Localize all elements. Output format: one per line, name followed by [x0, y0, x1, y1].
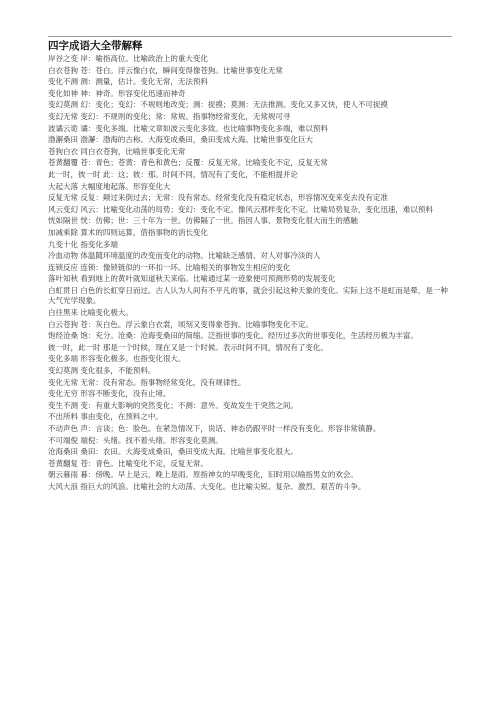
idiom-list: [48, 54, 452, 493]
idiom-entry: 白虹贯日 白色的长虹穿日而过。古人认为人间有不平凡的事，就会引起这种天象的变化。实际上这不是虹而是晕，是一种大气光学现象。: [48, 285, 448, 306]
idiom-entry: 此一时，彼一时 此：这；彼：那。时间不同，情况有了变化，不能相提并论: [48, 169, 298, 179]
idiom-entry: 不出所料 事由变化，在预料之中。: [48, 412, 163, 422]
idiom-entry: 大风大浪 指巨大的风浪。比喻社会的大动荡、大变化。也比喻尖锐、复杂、激烈、艰苦的斗争。: [48, 481, 366, 491]
idiom-entry: 变生不测 变：有重大影响的突然变化；不测：意外。变故发生于突然之间。: [48, 400, 298, 410]
idiom-entry: 苍黄翻复 苍：青色。比喻变化不定，反复无常。: [48, 458, 208, 468]
idiom-entry: 白往黑来 比喻变化极大。: [48, 308, 133, 318]
document-title: 四字成语大全带解释: [48, 40, 143, 52]
idiom-entry: 苍黄翻覆 苍：青色；苍黄：青色和黄色；反覆：反复无常。比喻变化不定，反复无常: [48, 158, 328, 168]
document-page: [48, 36, 452, 494]
idiom-entry: 风云变幻 风云：比喻变化动荡的局势；变幻：变化不定。像风云那样变化不定。比喻局势复杂，变化迅速，难以预料: [48, 204, 433, 214]
idiom-entry: 不可端倪 端倪：头绪。找不着头绪。形容变化莫测。: [48, 435, 223, 445]
idiom-entry: 九变十化 指变化多端: [48, 239, 118, 249]
idiom-entry: 彼一时，此一时 那是一个时候，现在又是一个时候。表示时间不同，情况有了变化。: [48, 342, 328, 352]
idiom-entry: 白云苍狗 苍：灰白色。浮云象白衣裳，顷刻又变得象苍狗。比喻事物变化不定。: [48, 319, 313, 329]
idiom-entry: 大起大落 大幅度地起落。形容变化大: [48, 181, 171, 191]
idiom-entry: 变幻莫测 变化很多，不能预料。: [48, 366, 156, 376]
idiom-entry: 变幻无常 变幻：不规则的变化；常：常规。指事物经常变化，无常规可寻: [48, 111, 291, 121]
idiom-entry: 朝云暮雨 暮：傍晚。早上是云，晚上是雨。原指神女的早晚变化，旧时用以喻指男女的欢会。: [48, 470, 358, 480]
idiom-entry: 波谲云诡 谲：变化多端。比喻文章如波云变化多致。也比喻事物变化多端，难以预料: [48, 123, 328, 133]
idiom-entry: 变化不测 测：测量，估计。变化无常，无法预料: [48, 77, 208, 87]
idiom-entry: 加减乘除 算术的四则运算，借指事物的消长变化: [48, 227, 208, 237]
idiom-entry: 渤澥桑田 渤澥：渤海的古称。大海变成桑田，桑田变成大海。比喻世事变化巨大: [48, 135, 313, 145]
idiom-entry: 苍狗白衣 同白衣苍狗，比喻世事变化无常: [48, 146, 186, 156]
idiom-entry: 变化无穷 形容不断变化，没有止境。: [48, 389, 171, 399]
idiom-entry: 反复无常 反复：颠过来倒过去；无常：没有常态。经常变化没有稳定状态，形容情况变来变去没有定准: [48, 193, 388, 203]
idiom-entry: 饱经沧桑 饱：充分。沧桑：沧海变桑田的简缩。泛指世事的变化。经历过多次的世事变化，生活经历极为丰富。: [48, 331, 418, 341]
idiom-entry: 变幻莫测 幻：变化；变幻：不规则地改变；测：捉摸；莫测：无法推测。变化又多又快，使人不可捉摸: [48, 100, 388, 110]
idiom-entry: 岸谷之变 岸：喻指高位。比喻政治上的重大变化: [48, 54, 208, 63]
top-rule: [48, 36, 452, 37]
idiom-entry: 落叶知秋 看到地上的黄叶就知道秋天来临。比喻通过某一迹象便可预测形势的发展变化: [48, 274, 336, 284]
idiom-entry: 冷血动物 体温随环境温度的改变而变化的动物。比喻缺乏感情、对人对事冷淡的人: [48, 251, 321, 261]
idiom-entry: 恍如隔世 恍：仿佛；世：三十年为一世。仿佛隔了一世。指因人事、景物变化很大而生的感触: [48, 216, 358, 226]
idiom-entry: 不动声色 声：言谈；色：脸色。在紧急情况下，说话、神态仍跟平时一样没有变化。形容非常镇静。: [48, 424, 381, 433]
idiom-entry: 变化多端 形容变化极多。也指变化很大。: [48, 354, 186, 364]
idiom-entry: 变化如神 神：神奇。形容变化迅速而神奇: [48, 88, 186, 98]
idiom-entry: 变化无常 无常：没有常态。指事物经常变化，没有规律性。: [48, 377, 246, 387]
idiom-entry: 沧海桑田 桑田：农田。大海变成桑田，桑田变成大海。比喻世事变化很大。: [48, 447, 298, 457]
idiom-entry: 连锁反应 连锁：像锁链似的一环扣一环。比喻相关的事物发生相应的变化: [48, 262, 291, 272]
idiom-entry: 白衣苍狗 苍：苍白。浮云像白衣，瞬间变得像苍狗。比喻世事变化无常: [48, 65, 283, 75]
